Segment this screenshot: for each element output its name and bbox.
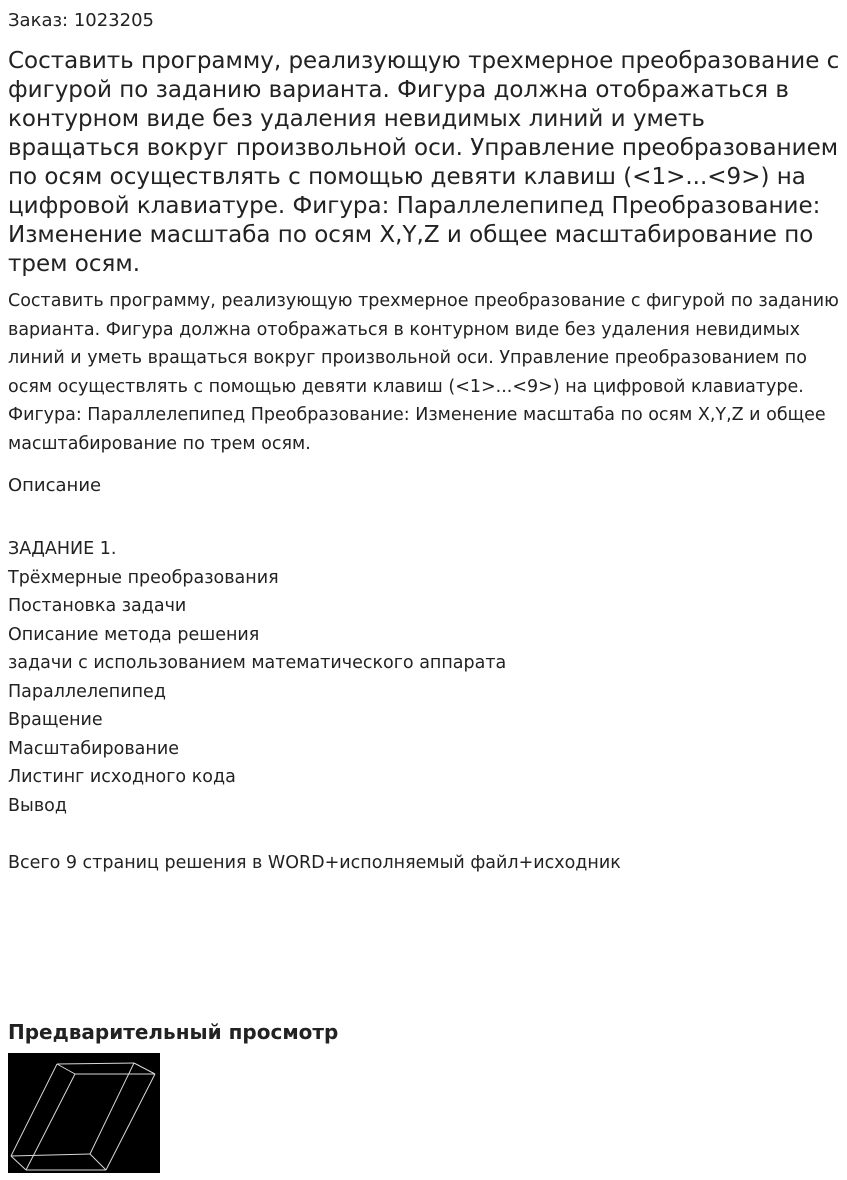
preview-image	[8, 1053, 160, 1173]
contents-item-scaling: Масштабирование	[8, 738, 179, 759]
contents-item-math-apparatus: задачи с использованием математического аппарата	[8, 653, 507, 673]
wireframe-edge	[90, 1154, 106, 1170]
wireframe-edge	[106, 1074, 155, 1170]
wireframe-edge	[134, 1063, 155, 1074]
contents-item-rotation: Вращение	[8, 710, 103, 730]
contents-item-source-listing: Листинг исходного кода	[8, 767, 236, 787]
wireframe-edge	[11, 1154, 90, 1156]
contents-item-assignment: ЗАДАНИЕ 1.	[8, 539, 117, 559]
contents-item-method-description: Описание метода решения	[8, 624, 260, 645]
wireframe-edge	[57, 1063, 134, 1064]
parallelepiped-wireframe-icon	[8, 1053, 160, 1173]
contents-item-conclusion: Вывод	[8, 795, 67, 816]
preview-heading: Предварительный просмотр	[8, 1020, 339, 1044]
solution-summary: Всего 9 страниц решения в WORD+исполняемый файл+исходник	[8, 853, 621, 873]
wireframe-edge	[11, 1156, 26, 1170]
task-description-text: Составить программу, реализующую трехмерное преобразование с фигурой по заданию варианта. Фигура должна отображаться в контурном виде без удаления невидимых линий и уметь вращаться вокруг произвольной оси. Управление преобразованием по осям осуществлять с помощью девяти клавиш (<1>...<9>) на цифровой клавиатуре. Фигура: Параллелепипед Преобразование: Изменение масштаба по осям X,Y,Z и общее масштабирование по трем осям.	[8, 291, 839, 454]
wireframe-edge	[57, 1064, 75, 1074]
task-title: Составить программу, реализующую трехмерное преобразование с фигурой по заданию варианта. Фигура должна отображаться в контурном виде без удаления невидимых линий и уметь вращаться вокруг произвольной оси. Управление преобразованием по осям осуществлять с помощью девяти клавиш (<1>...<9>) на цифровой клавиатуре. Фигура: Параллелепипед Преобразование: Изменение масштаба по осям X,Y,Z и общее масштабирование по трем осям.	[8, 48, 840, 277]
wireframe-edge	[11, 1064, 57, 1156]
contents-item-problem-statement: Постановка задачи	[8, 596, 187, 616]
contents-item-3d-transformations: Трёхмерные преобразования	[8, 567, 279, 588]
description-contents	[8, 535, 840, 820]
wireframe-edge	[90, 1063, 134, 1154]
order-number: Заказ: 1023205	[8, 10, 154, 31]
contents-item-parallelepiped: Параллелепипед	[8, 681, 166, 702]
description-heading: Описание	[8, 475, 102, 496]
